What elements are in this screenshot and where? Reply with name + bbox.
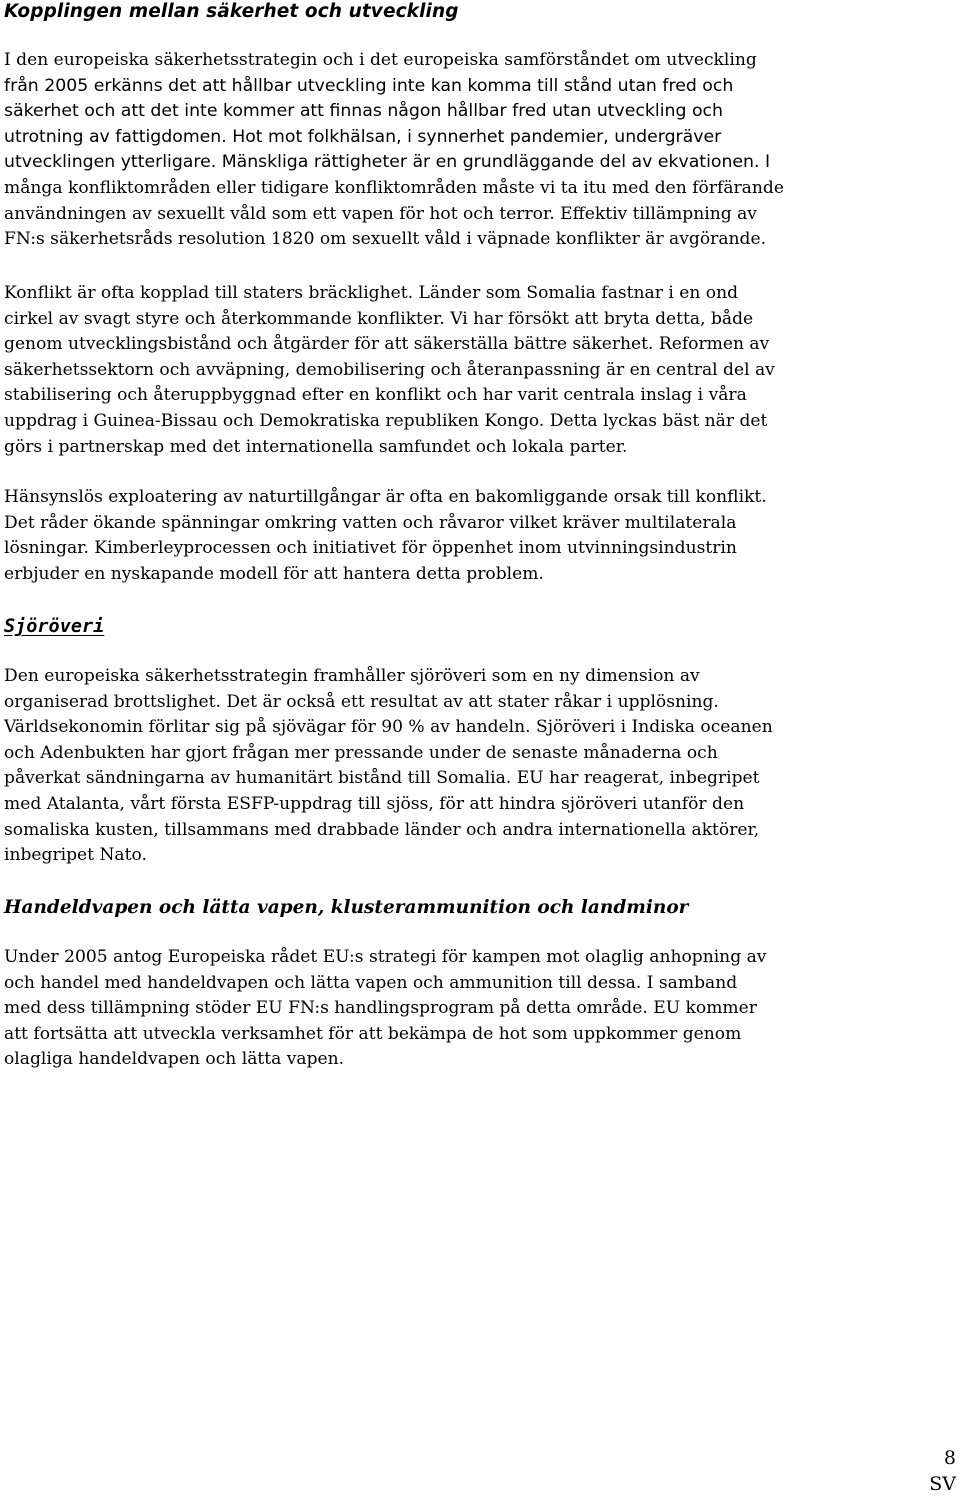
section-heading-small-arms: Handeldvapen och lätta vapen, klusterammunition och landminor xyxy=(4,897,689,918)
text-line: utrotning av fattigdomen. Hot mot folkhälsan, i synnerhet pandemier, undergräver xyxy=(4,126,722,147)
language-code: SV xyxy=(929,1473,956,1495)
text-line: Den europeiska säkerhetsstrategin framhåller sjöröveri som en ny dimension av xyxy=(4,666,700,686)
text-line: uppdrag i Guinea-Bissau och Demokratiska republiken Kongo. Detta lyckas bäst när det xyxy=(4,410,768,431)
text-line: Det råder ökande spänningar omkring vatten och råvaror vilket kräver multilaterala xyxy=(4,512,737,533)
paragraph-piracy xyxy=(4,664,773,869)
text-line: Hänsynslös exploatering av naturtillgångar är ofta en bakomliggande orsak till konflikt. xyxy=(4,487,767,507)
text-line: erbjuder en nyskapande modell för att hantera detta problem. xyxy=(4,563,544,584)
text-line: användningen av sexuellt våld som ett vapen för hot och terror. Effektiv tillämpning av xyxy=(4,203,757,224)
text-line: och Adenbukten har gjort frågan mer pressande under de senaste månaderna och xyxy=(4,742,718,763)
text-line: utvecklingen ytterligare. Mänskliga rättigheter är en grundläggande del av ekvationen. I xyxy=(4,152,771,173)
text-line: genom utvecklingsbistånd och åtgärder för att säkerställa bättre säkerhet. Reformen av xyxy=(4,334,770,355)
text-line: från 2005 erkänns det att hållbar utveckling inte kan komma till stånd utan fred och xyxy=(4,75,734,96)
text-line: FN:s säkerhetsråds resolution 1820 om sexuellt våld i väpnade konflikter är avgörande. xyxy=(4,229,767,250)
paragraph-security-development-1 xyxy=(4,48,784,253)
text-line: somaliska kusten, tillsammans med drabbade länder och andra internationella aktörer, xyxy=(4,819,760,840)
text-line: säkerhet och att det inte kommer att finnas någon hållbar fred utan utveckling och xyxy=(4,101,723,122)
text-line: att fortsätta att utveckla verksamhet för att bekämpa de hot som uppkommer genom xyxy=(4,1023,742,1044)
text-line: och handel med handeldvapen och lätta vapen och ammunition till dessa. I samband xyxy=(4,972,738,993)
section-heading-security-development: Kopplingen mellan säkerhet och utveckling xyxy=(4,1,459,22)
paragraph-security-development-3 xyxy=(4,485,767,587)
text-line: Under 2005 antog Europeiska rådet EU:s strategi för kampen mot olaglig anhopning av xyxy=(4,947,767,967)
text-line: Konflikt är ofta kopplad till staters bräcklighet. Länder som Somalia fastnar i en ond xyxy=(4,283,739,303)
text-line: många konfliktområden eller tidigare konfliktområden måste vi ta itu med den förfärande xyxy=(4,177,784,198)
paragraph-small-arms xyxy=(4,945,766,1073)
page-number: 8 xyxy=(943,1447,956,1469)
text-line: säkerhetssektorn och avväpning, demobilisering och återanpassning är en central del av xyxy=(4,359,775,380)
text-line: görs i partnerskap med det internationella samfundet och lokala parter. xyxy=(4,436,628,457)
section-heading-piracy: Sjöröveri xyxy=(4,616,105,637)
text-line: Världsekonomin förlitar sig på sjövägar för 90 % av handeln. Sjöröveri i Indiska oceanen xyxy=(4,717,773,738)
text-line: med dess tillämpning stöder EU FN:s handlingsprogram på detta område. EU kommer xyxy=(4,998,757,1019)
text-line: med Atalanta, vårt första ESFP-uppdrag till sjöss, för att hindra sjöröveri utanför den xyxy=(4,793,745,814)
text-line: lösningar. Kimberleyprocessen och initiativet för öppenhet inom utvinningsindustrin xyxy=(4,538,737,559)
paragraph-security-development-2 xyxy=(4,281,775,460)
text-line: stabilisering och återuppbyggnad efter en konflikt och har varit centrala inslag i våra xyxy=(4,385,747,406)
text-line: olagliga handeldvapen och lätta vapen. xyxy=(4,1049,345,1070)
text-line: påverkat sändningarna av humanitärt bistånd till Somalia. EU har reagerat, inbegripet xyxy=(4,768,760,789)
text-line: inbegripet Nato. xyxy=(4,845,147,866)
text-line: organiserad brottslighet. Det är också ett resultat av att stater råkar i upplösning. xyxy=(4,691,719,712)
page-footer xyxy=(929,1445,956,1497)
text-line: I den europeiska säkerhetsstrategin och i det europeiska samförståndet om utveckling xyxy=(4,50,757,70)
text-line: cirkel av svagt styre och återkommande konflikter. Vi har försökt att bryta detta, både xyxy=(4,308,754,329)
